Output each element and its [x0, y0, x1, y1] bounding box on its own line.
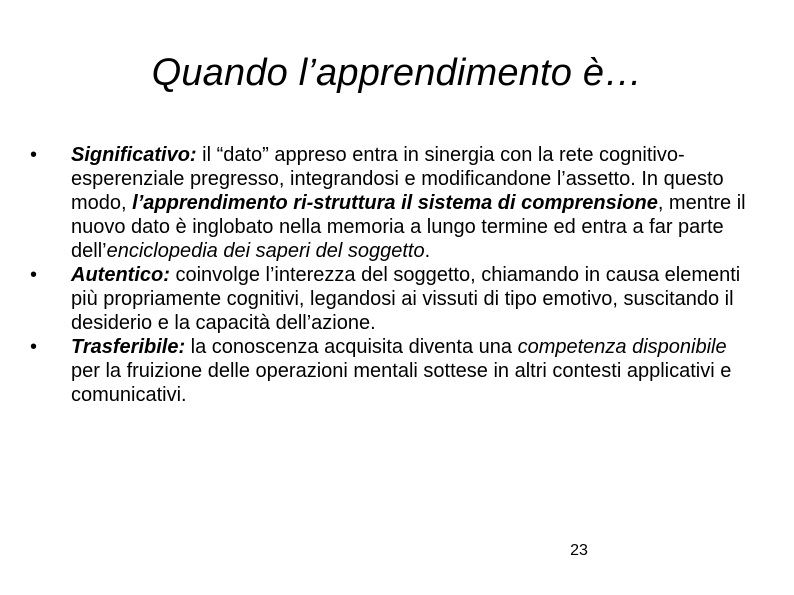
item-text: il “dato” appreso entra in sinergia con la rete cognitivo-esperenziale pregresso, integrandosi e modificandone l’assetto. In questo modo,: [71, 144, 724, 214]
item-text: , mentre il nuovo dato è inglobato nella memoria a lungo termine ed entra a far parte dell’: [71, 192, 746, 262]
term-label: Trasferibile:: [71, 336, 186, 358]
item-text: per la fruizione delle operazioni mentali sottese in altri contesti applicativi e comunicativi.: [71, 360, 732, 406]
item-emphasis: l’apprendimento ri-struttura il sistema di comprensione: [132, 192, 658, 214]
item-text: .: [424, 240, 431, 262]
item-emphasis: enciclopedia dei saperi del soggetto: [106, 240, 425, 262]
item-text: la conoscenza acquisita diventa una: [185, 336, 518, 358]
term-label: Autentico:: [71, 264, 170, 286]
bullet-icon: •: [30, 264, 38, 286]
bullet-list: [30, 143, 750, 407]
item-emphasis: competenza disponibile: [517, 336, 727, 358]
bullet-icon: •: [30, 336, 38, 358]
list-item-trasferibile: [30, 335, 750, 407]
bullet-icon: •: [30, 144, 38, 166]
page-number: 23: [570, 542, 588, 559]
slide-title: Quando l’apprendimento è…: [151, 52, 643, 94]
list-item-autentico: [30, 263, 750, 335]
term-label: Significativo:: [71, 144, 197, 166]
item-text: coinvolge l’interezza del soggetto, chiamando in causa elementi più propriamente cognitivi, legandosi ai vissuti di tipo emotivo, suscitando il desiderio e la capacità dell’azione.: [71, 264, 741, 334]
list-item-significativo: [30, 143, 750, 263]
